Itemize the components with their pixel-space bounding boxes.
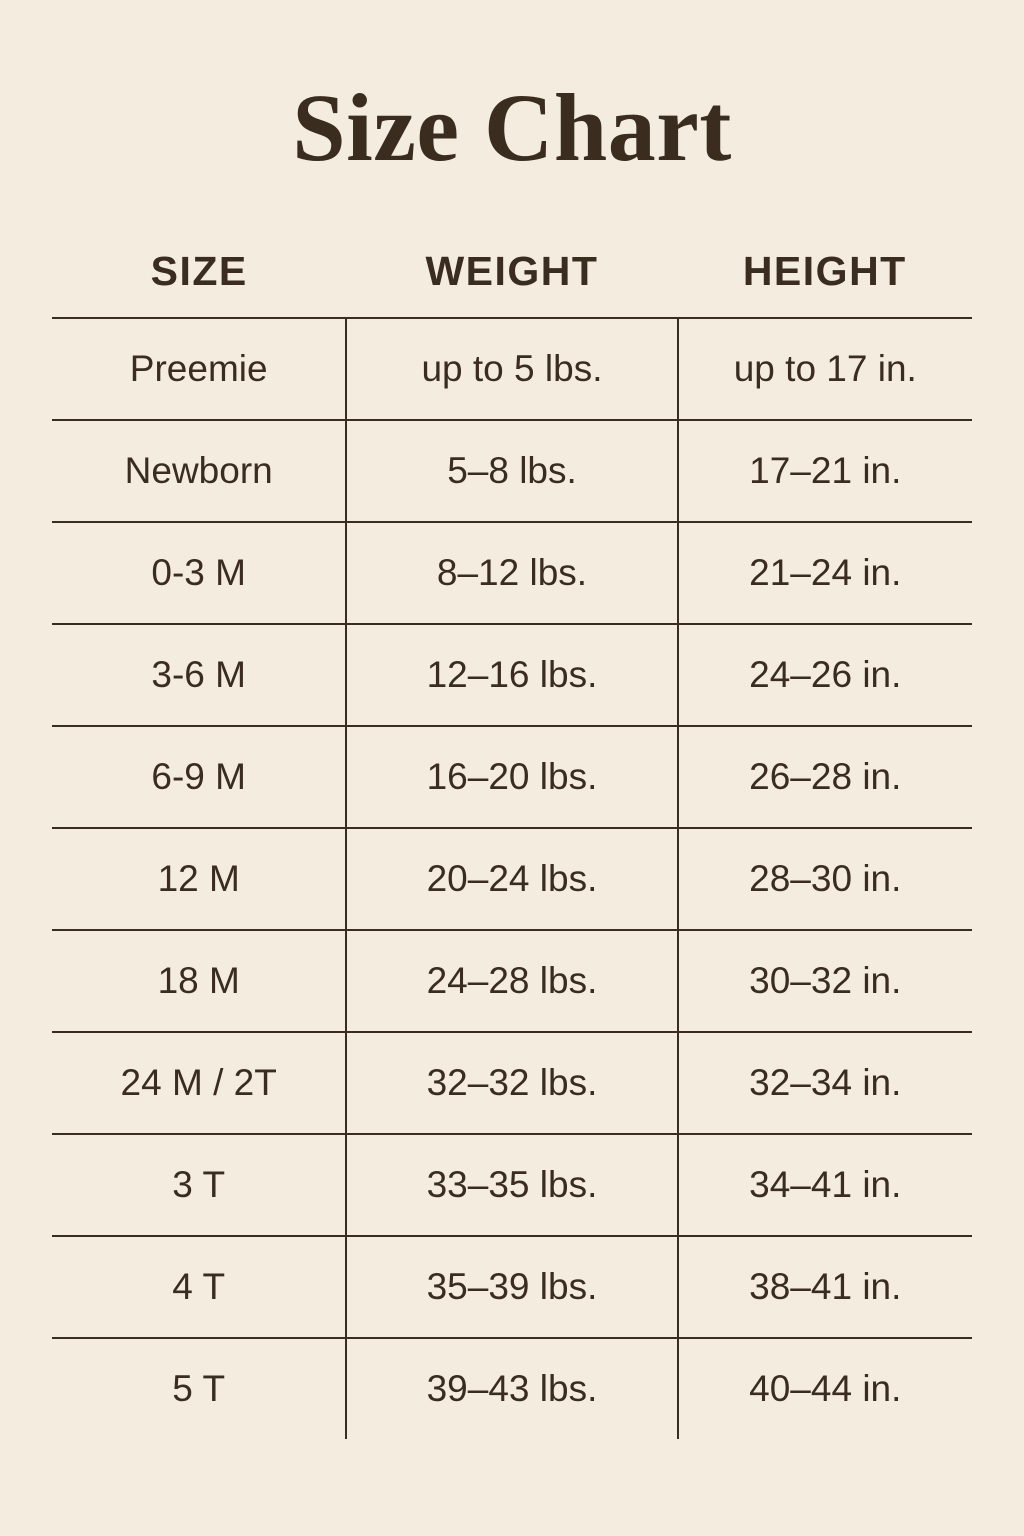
cell-size: 5 T	[52, 1338, 346, 1439]
cell-height: up to 17 in.	[678, 318, 972, 420]
cell-weight: 33–35 lbs.	[346, 1134, 677, 1236]
size-chart-table-wrapper	[52, 179, 972, 1439]
table-row	[52, 1032, 972, 1134]
column-header-height: HEIGHT	[742, 247, 907, 294]
cell-size: 4 T	[52, 1236, 346, 1338]
table-row	[52, 726, 972, 828]
cell-size: 0-3 M	[52, 522, 346, 624]
cell-height: 30–32 in.	[678, 930, 972, 1032]
table-row	[52, 624, 972, 726]
cell-height: 34–41 in.	[678, 1134, 972, 1236]
table-row	[52, 828, 972, 930]
table-row	[52, 318, 972, 420]
cell-weight: 8–12 lbs.	[346, 522, 677, 624]
table-row	[52, 1134, 972, 1236]
cell-size: 18 M	[52, 930, 346, 1032]
table-header-row	[52, 247, 972, 318]
cell-height: 28–30 in.	[678, 828, 972, 930]
cell-weight: up to 5 lbs.	[346, 318, 677, 420]
table-row	[52, 930, 972, 1032]
cell-weight: 24–28 lbs.	[346, 930, 677, 1032]
cell-height: 26–28 in.	[678, 726, 972, 828]
cell-size: 3-6 M	[52, 624, 346, 726]
column-header-size: SIZE	[150, 247, 248, 294]
cell-weight: 35–39 lbs.	[346, 1236, 677, 1338]
size-chart-table	[52, 247, 972, 1439]
cell-weight: 12–16 lbs.	[346, 624, 677, 726]
column-header-weight: WEIGHT	[425, 247, 599, 294]
cell-size: 6-9 M	[52, 726, 346, 828]
table-row	[52, 1338, 972, 1439]
table-row	[52, 420, 972, 522]
cell-height: 17–21 in.	[678, 420, 972, 522]
table-row	[52, 1236, 972, 1338]
table-header	[52, 247, 972, 318]
cell-weight: 32–32 lbs.	[346, 1032, 677, 1134]
cell-height: 24–26 in.	[678, 624, 972, 726]
cell-height: 21–24 in.	[678, 522, 972, 624]
cell-size: 3 T	[52, 1134, 346, 1236]
cell-size: 24 M / 2T	[52, 1032, 346, 1134]
cell-size: Newborn	[52, 420, 346, 522]
cell-weight: 5–8 lbs.	[346, 420, 677, 522]
cell-size: Preemie	[52, 318, 346, 420]
cell-weight: 16–20 lbs.	[346, 726, 677, 828]
table-body	[52, 318, 972, 1439]
cell-weight: 39–43 lbs.	[346, 1338, 677, 1439]
page-title: Size Chart	[292, 74, 732, 181]
cell-height: 40–44 in.	[678, 1338, 972, 1439]
cell-height: 38–41 in.	[678, 1236, 972, 1338]
cell-size: 12 M	[52, 828, 346, 930]
cell-weight: 20–24 lbs.	[346, 828, 677, 930]
cell-height: 32–34 in.	[678, 1032, 972, 1134]
table-row	[52, 522, 972, 624]
